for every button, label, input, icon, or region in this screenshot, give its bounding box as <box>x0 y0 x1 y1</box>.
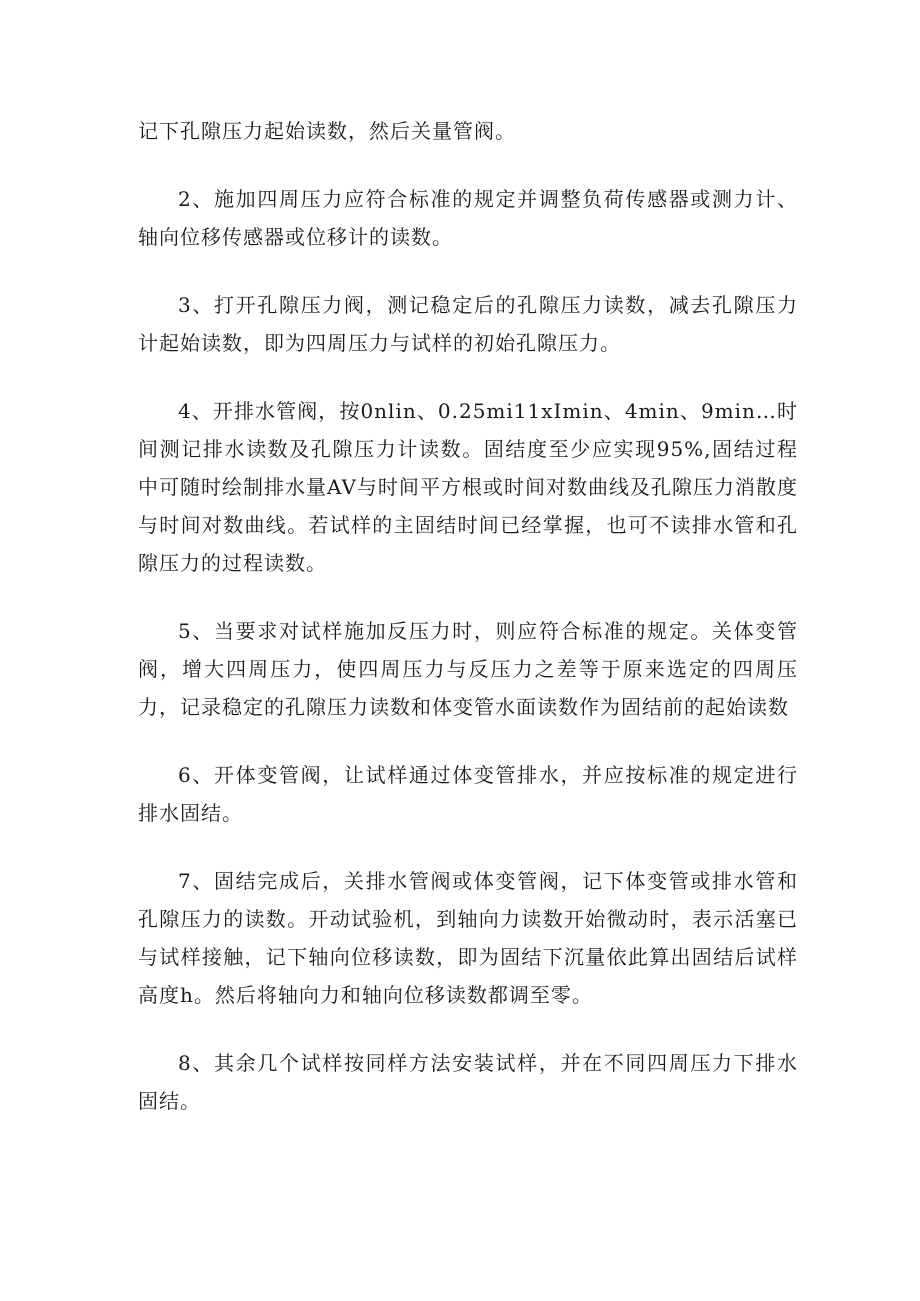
paragraph-step-7: 7、固结完成后，关排水管阀或体变管阀，记下体变管或排水管和孔隙压力的读数。开动试验机，到轴向力读数开始微动时，表示活塞已与试样接触，记下轴向位移读数，即为固结下沉量依此算出固结后试样高度h。然后将轴向力和轴向位移读数都调至零。 <box>138 869 798 1007</box>
paragraph-continuation: 记下孔隙压力起始读数，然后关量管阀。 <box>138 119 516 143</box>
paragraph-step-3: 3、打开孔隙压力阀，测记稳定后的孔隙压力读数，减去孔隙压力计起始读数，即为四周压力与试样的初始孔隙压力。 <box>138 293 798 355</box>
document-body <box>138 112 798 1120</box>
paragraph-step-2: 2、施加四周压力应符合标准的规定并调整负荷传感器或测力计、轴向位移传感器或位移计的读数。 <box>138 187 798 249</box>
paragraph-step-4: 4、开排水管阀，按0nlin、0.25mi11xImin、4min、9min…时间测记排水读数及孔隙压力计读数。固结度至少应实现95%,固结过程中可随时绘制排水量AV与时间平方根或时间对数曲线及孔隙压力消散度与时间对数曲线。若试样的主固结时间已经掌握，也可不读排水管和孔隙压力的过程读数。 <box>138 399 798 575</box>
paragraph-step-5: 5、当要求对试样施加反压力时，则应符合标准的规定。关体变管阀，增大四周压力，使四周压力与反压力之差等于原来选定的四周压力，记录稳定的孔隙压力读数和体变管水面读数作为固结前的起始读数 <box>138 619 798 719</box>
paragraph-step-6: 6、开体变管阀，让试样通过体变管排水，并应按标准的规定进行排水固结。 <box>138 763 798 825</box>
paragraph-step-8: 8、其余几个试样按同样方法安装试样，并在不同四周压力下排水固结。 <box>138 1051 798 1113</box>
